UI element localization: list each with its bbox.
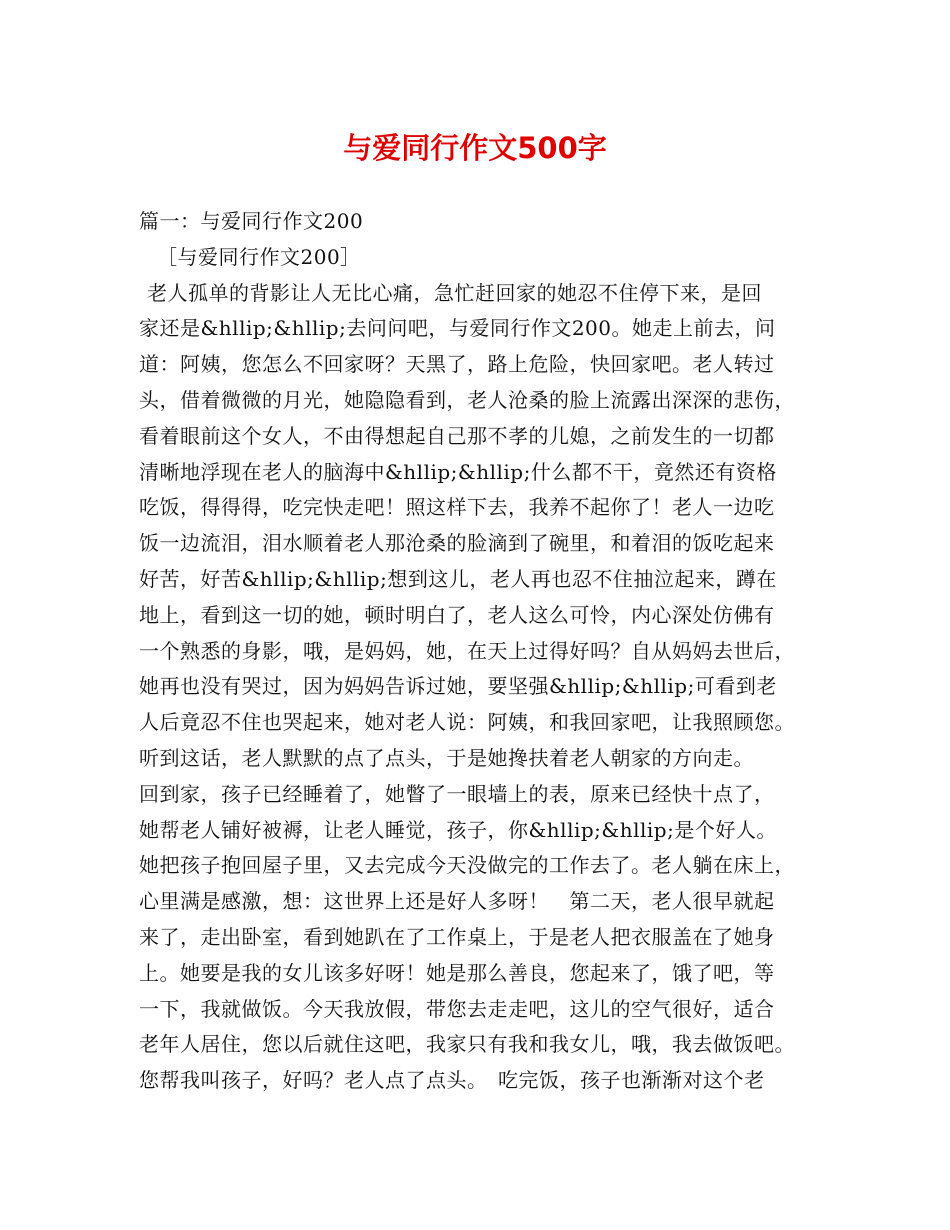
body-line: 老年人居住，您以后就住这吧，我家只有我和我女儿，哦，我去做饭吧。	[139, 1032, 795, 1057]
body-line: 饭一边流泪，泪水顺着老人那沧桑的脸滴到了碗里，和着泪的饭吃起来	[139, 531, 775, 556]
body-line: 头，借着微微的月光，她隐隐看到，老人沧桑的脸上流露出深深的悲伤，	[139, 387, 795, 412]
body-line: 老人孤单的背影让人无比心痛，急忙赶回家的她忍不住停下来，是回	[147, 280, 762, 305]
body-line: 她把孩子抱回屋子里，又去完成今天没做完的工作去了。老人躺在床上，	[139, 853, 795, 878]
body-line: 听到这话，老人默默的点了点头，于是她搀扶着老人朝家的方向走。	[139, 745, 754, 770]
section-heading: 篇一：与爱同行作文200	[139, 209, 364, 233]
body-line: 吃饭，得得得，吃完快走吧！照这样下去，我养不起你了！老人一边吃	[139, 495, 775, 520]
body-line: 看着眼前这个女人，不由得想起自己那不孝的儿媳，之前发生的一切都	[139, 423, 775, 448]
body-line: 道：阿姨，您怎么不回家呀？天黑了，路上危险，快回家吧。老人转过	[139, 352, 775, 377]
body-line: 您帮我叫孩子，好吗？老人点了点头。 吃完饭，孩子也渐渐对这个老	[139, 1068, 765, 1093]
body-line: 家还是&hllip;&hllip;去问问吧，与爱同行作文200。她走上前去，问	[139, 316, 776, 341]
body-line: 好苦，好苦&hllip;&hllip;想到这儿，老人再也忍不住抽泣起来，蹲在	[139, 566, 777, 591]
body-line: 来了，走出卧室，看到她趴在了工作桌上，于是老人把衣服盖在了她身	[139, 924, 775, 949]
body-line: 一下，我就做饭。今天我放假，带您去走走吧，这儿的空气很好，适合	[139, 996, 775, 1021]
body-line: 上。她要是我的女儿该多好呀！她是那么善良，您起来了，饿了吧，等	[139, 960, 775, 985]
body-line: 人后竟忍不住也哭起来，她对老人说：阿姨，和我回家吧，让我照顾您。	[139, 710, 795, 735]
document-body	[139, 204, 829, 1099]
body-line: 心里满是感激，想：这世界上还是好人多呀！ 第二天，老人很早就起	[139, 889, 775, 914]
section-subheading: ［与爱同行作文200］	[157, 244, 361, 269]
body-line: 一个熟悉的身影，哦，是妈妈，她，在天上过得好吗？自从妈妈去世后，	[139, 638, 795, 663]
document-title: 与爱同行作文500字	[343, 131, 607, 165]
body-line: 地上，看到这一切的她，顿时明白了，老人这么可怜，内心深处仿佛有	[139, 602, 775, 627]
body-line: 清晰地浮现在老人的脑海中&hllip;&hllip;什么都不干，竟然还有资格	[139, 459, 777, 484]
body-line: 她帮老人铺好被褥，让老人睡觉，孩子，你&hllip;&hllip;是个好人。	[139, 817, 777, 842]
body-line: 回到家，孩子已经睡着了，她瞥了一眼墙上的表，原来已经快十点了，	[139, 781, 775, 806]
body-line: 她再也没有哭过，因为妈妈告诉过她，要坚强&hllip;&hllip;可看到老	[139, 674, 777, 699]
